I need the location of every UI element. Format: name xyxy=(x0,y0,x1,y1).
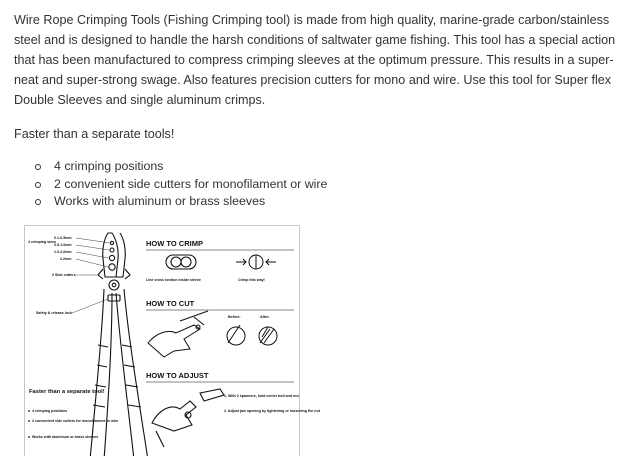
svg-text:0.1-0.5mm: 0.1-0.5mm xyxy=(54,236,72,240)
sleeve-icon xyxy=(166,255,196,269)
svg-text:2.2mm: 2.2mm xyxy=(60,257,72,261)
svg-text:4 crimping sizes: 4 crimping sizes xyxy=(28,240,56,244)
cut-result-icon xyxy=(227,325,277,345)
svg-text:2 convenient side cutters for: 2 convenient side cutters for monofilament or wire xyxy=(32,419,119,423)
svg-text:Before:: Before: xyxy=(228,315,241,319)
svg-text:Works with aluminum or brass s: Works with aluminum or brass sleeves xyxy=(32,435,99,439)
svg-text:Faster than a separate tool!: Faster than a separate tool! xyxy=(29,389,105,395)
list-item: 2 convenient side cutters for monofilament or wire xyxy=(34,176,630,194)
how-to-cut-heading: HOW TO CUT xyxy=(146,299,195,308)
cutting-hand-icon xyxy=(148,311,208,357)
crimp-arrow-icon xyxy=(236,255,276,269)
size-callouts xyxy=(28,236,110,315)
list-item: Works with aluminum or brass sleeves xyxy=(34,193,630,211)
faster-box xyxy=(28,389,118,439)
svg-text:After:: After: xyxy=(260,315,270,319)
feature-list xyxy=(14,158,630,211)
crimping-tool-diagram xyxy=(24,225,320,456)
intro-paragraph: Wire Rope Crimping Tools (Fishing Crimping tool) is made from high quality, marine-grade carbon/stainless steel and is designed to handle the harsh conditions of saltwater game fishing. This tool has a special action that has been manufactured to compress crimping sleeves at the optimum pressure. This results in a super-neat and super-strong swage. Also features precision cutters for mono and wire. Use this tool for Super flex Double Sleeves and single aluminum crimps. xyxy=(14,13,616,107)
svg-text:Safety & release lock: Safety & release lock xyxy=(36,311,72,315)
svg-text:0.5-1.0mm: 0.5-1.0mm xyxy=(54,243,72,247)
svg-text:1.0-2.0mm: 1.0-2.0mm xyxy=(54,250,72,254)
how-to-crimp-heading: HOW TO CRIMP xyxy=(146,239,203,248)
svg-text:2 Side cutters: 2 Side cutters xyxy=(52,273,76,277)
subheading: Faster than a separate tools! xyxy=(14,127,175,141)
svg-text:2. Adjust jaw opening by tight: 2. Adjust jaw opening by tightening or loosening the nut xyxy=(224,409,320,413)
list-item: 4 crimping positions xyxy=(34,158,630,176)
svg-text:Crimp this way!: Crimp this way! xyxy=(238,278,265,282)
svg-text:Line cross section inside slee: Line cross section inside sleeve xyxy=(146,278,201,282)
product-description xyxy=(14,10,630,211)
adjust-spanner-icon xyxy=(152,389,224,447)
how-to-adjust-heading: HOW TO ADJUST xyxy=(146,371,209,380)
svg-text:1. With 2 spanners, hold cente: 1. With 2 spanners, hold center bolt and nut xyxy=(224,394,299,398)
svg-text:4 crimping positions: 4 crimping positions xyxy=(32,409,68,413)
